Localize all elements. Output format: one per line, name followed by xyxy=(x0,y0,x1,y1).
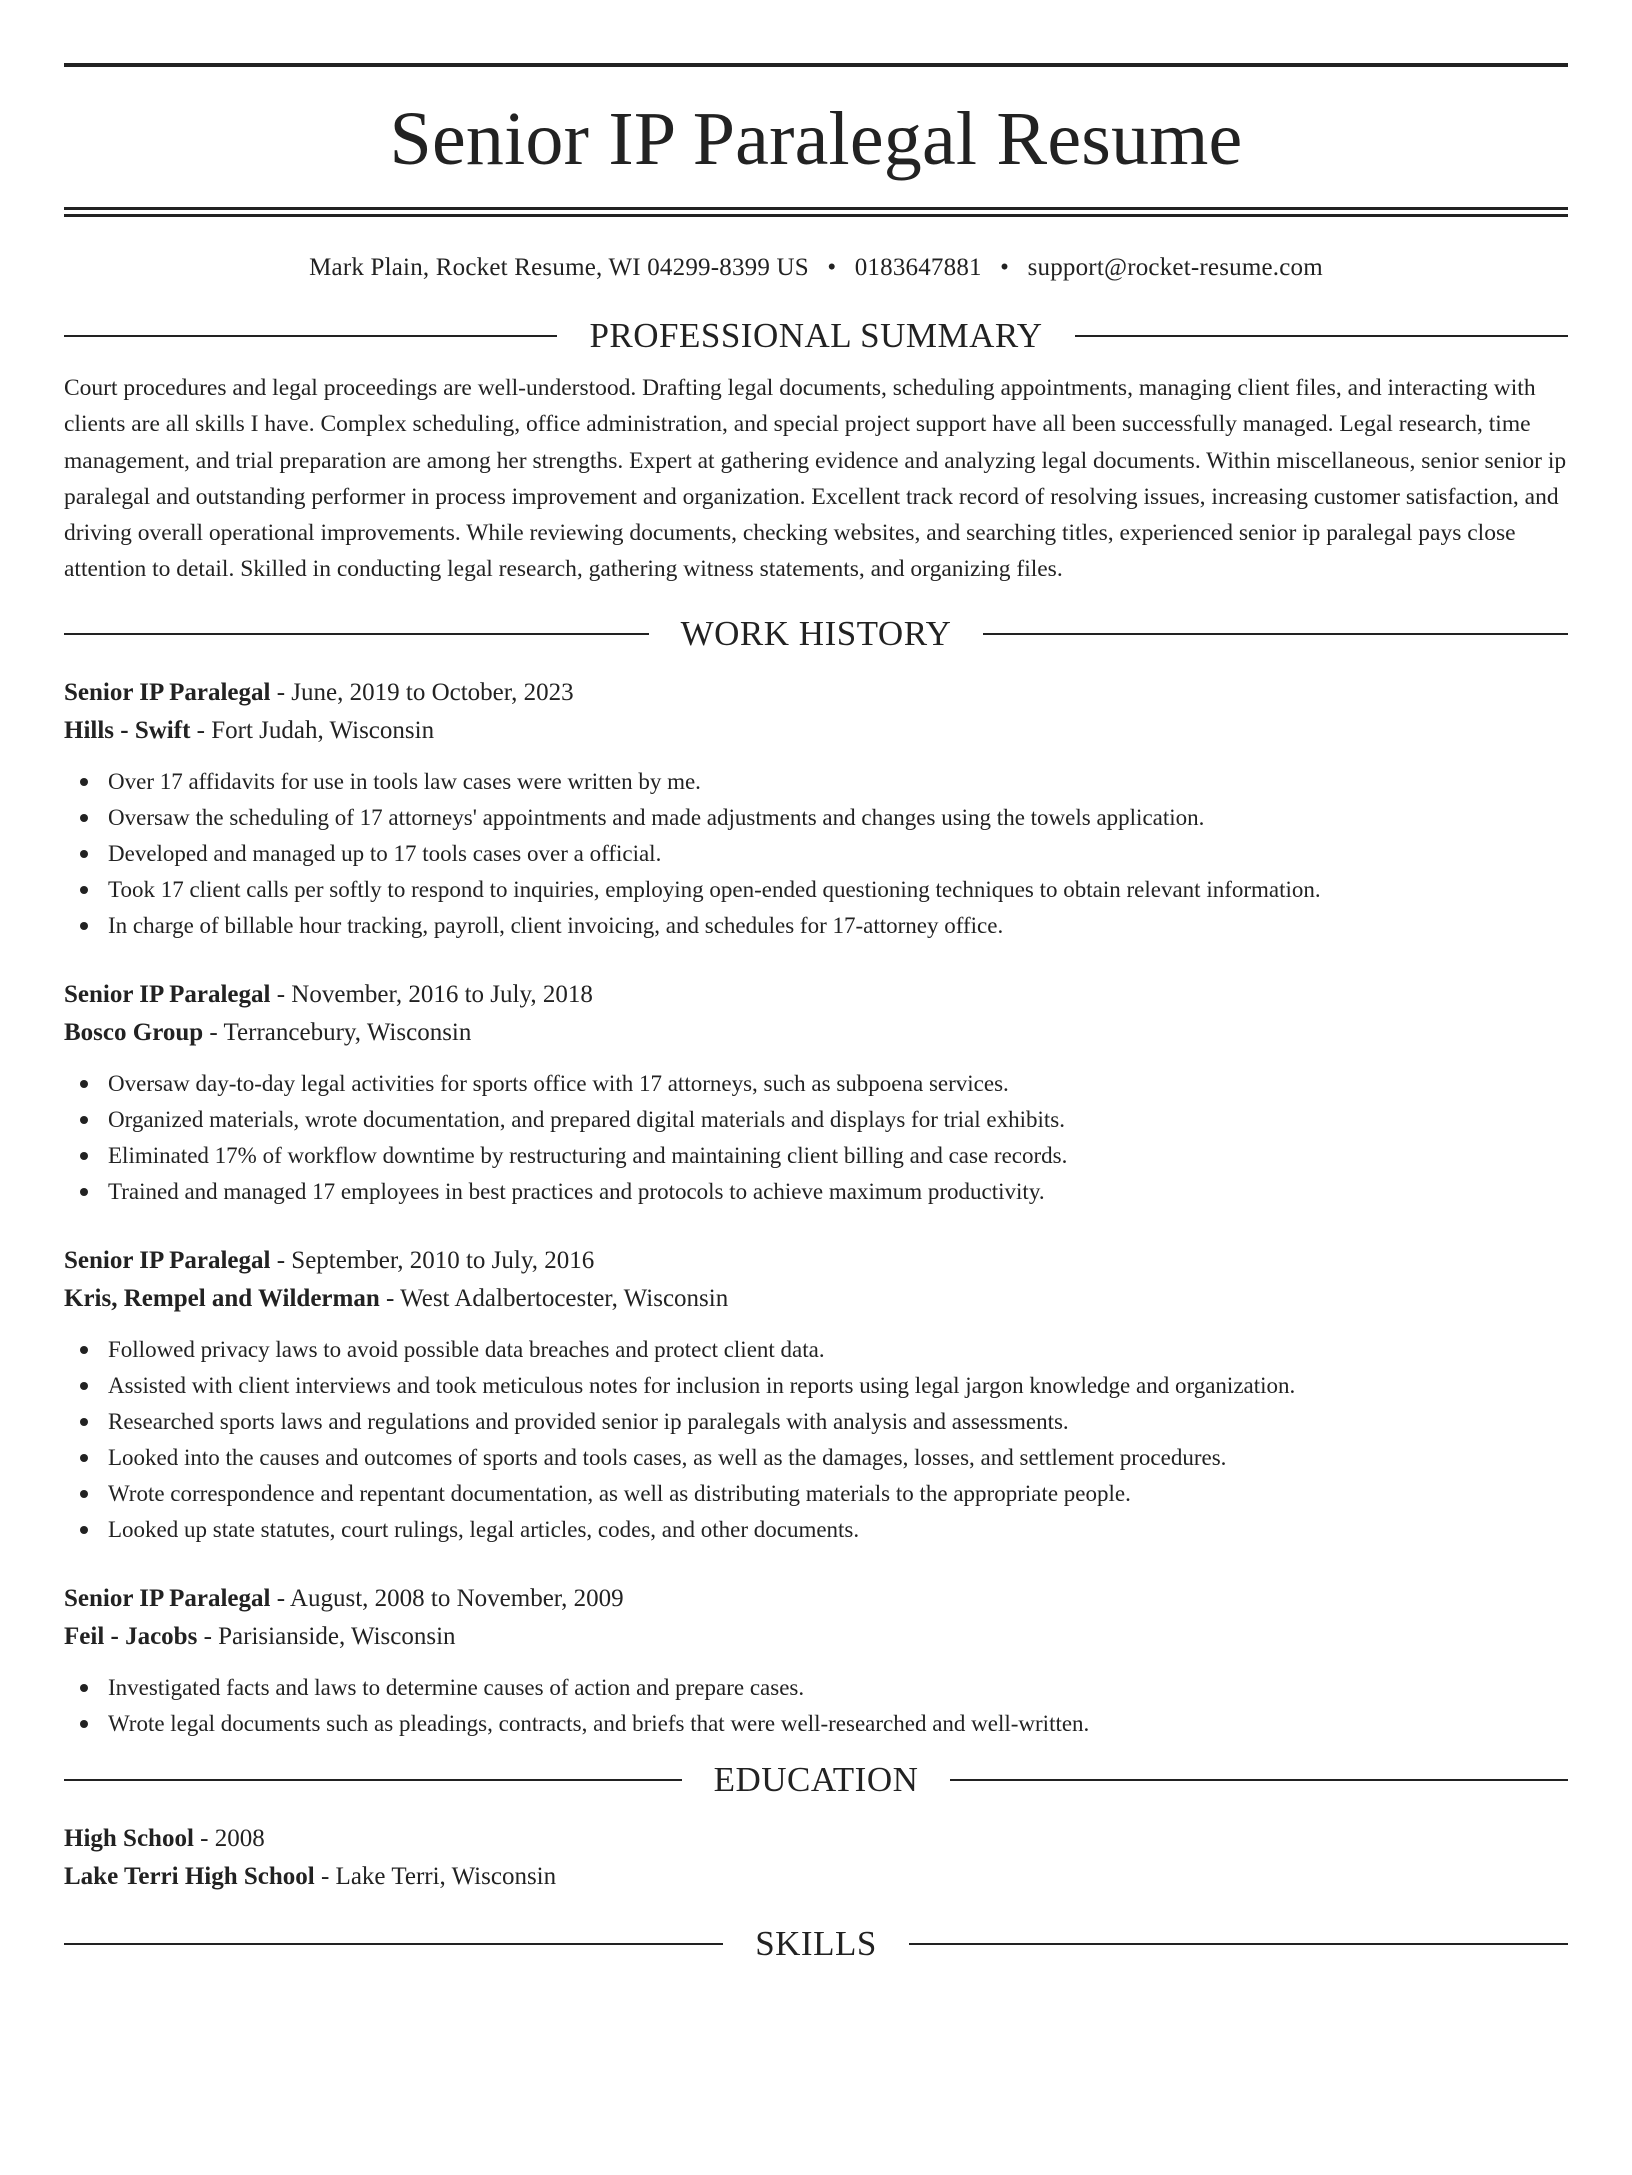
job-company: Bosco Group xyxy=(64,1018,204,1046)
bullet-text: Researched sports laws and regulations and provided senior ip paralegals with analysis and assessments. xyxy=(108,1408,1069,1434)
job-entry xyxy=(64,674,1568,944)
summary-text: Court procedures and legal proceedings are well-understood. Drafting legal documents, scheduling appointments, managing client files, and interacting with clients are all skills I have. Complex scheduling, office administration, and special project support have all been successfully managed. Legal research, time management, and trial preparation are among her strengths. Expert at gathering evidence and analyzing legal documents. Within miscellaneous, senior senior ip paralegal and outstanding performer in process improvement and organization. Excellent track record of resolving issues, increasing customer satisfaction, and driving overall operational improvements. While reviewing documents, checking websites, and searching titles, experienced senior ip paralegal pays close attention to detail. Skilled in conducting legal research, gathering witness statements, and organizing files. xyxy=(64,375,1567,583)
job-title-line xyxy=(64,976,1568,1014)
section-title-work: WORK HISTORY xyxy=(680,613,952,653)
list-item xyxy=(64,800,1568,836)
job-dates: - September, 2010 to July, 2016 xyxy=(270,1246,595,1274)
bullet-dot xyxy=(80,922,88,930)
section-rule xyxy=(64,335,557,337)
job-company-line xyxy=(64,1014,1568,1052)
education-entry xyxy=(64,1820,1568,1896)
section-header-work xyxy=(64,614,1568,654)
bullet-text: Wrote correspondence and repentant documentation, as well as distributing materials to the appropriate people. xyxy=(108,1480,1131,1506)
list-item xyxy=(64,1138,1568,1174)
job-company-line xyxy=(64,712,1568,750)
job-entry xyxy=(64,1580,1568,1742)
bullet-text: Wrote legal documents such as pleadings, contracts, and briefs that were well-researched and well-written. xyxy=(108,1710,1090,1736)
bullet-text: Developed and managed up to 17 tools cases over a official. xyxy=(108,840,662,866)
job-entry xyxy=(64,976,1568,1210)
bullet-dot xyxy=(80,1080,88,1088)
bullet-text: Took 17 client calls per softly to respond to inquiries, employing open-ended questioning techniques to obtain relevant information. xyxy=(108,876,1321,902)
section-rule xyxy=(950,1779,1568,1781)
job-location: - Parisianside, Wisconsin xyxy=(197,1622,456,1650)
section-rule xyxy=(909,1943,1568,1945)
bullet-dot xyxy=(80,1526,88,1534)
bullet-dot xyxy=(80,1720,88,1728)
bullet-dot xyxy=(80,1418,88,1426)
bullet-text: Eliminated 17% of workflow downtime by restructuring and maintaining client billing and case records. xyxy=(108,1142,1068,1168)
job-bullets xyxy=(64,1670,1568,1742)
job-bullets xyxy=(64,1332,1568,1548)
contact-separator: • xyxy=(1000,254,1010,281)
job-role: Senior IP Paralegal xyxy=(64,1584,271,1612)
bullet-dot xyxy=(80,1454,88,1462)
job-bullets xyxy=(64,764,1568,944)
resume-page xyxy=(0,63,1632,2175)
bullet-dot xyxy=(80,1116,88,1124)
job-role: Senior IP Paralegal xyxy=(64,1246,271,1274)
list-item xyxy=(64,1174,1568,1210)
contact-separator: • xyxy=(827,254,837,281)
section-rule xyxy=(64,1779,682,1781)
bullet-text: In charge of billable hour tracking, payroll, client invoicing, and schedules for 17-attorney office. xyxy=(108,912,1004,938)
list-item xyxy=(64,836,1568,872)
job-company: Kris, Rempel and Wilderman xyxy=(64,1284,380,1312)
bullet-text: Oversaw day-to-day legal activities for sports office with 17 attorneys, such as subpoena services. xyxy=(108,1070,1009,1096)
bullet-text: Assisted with client interviews and took meticulous notes for inclusion in reports using legal jargon knowledge and organization. xyxy=(108,1372,1296,1398)
bullet-text: Organized materials, wrote documentation, and prepared digital materials and displays for trial exhibits. xyxy=(108,1106,1065,1132)
list-item xyxy=(64,1404,1568,1440)
bullet-dot xyxy=(80,886,88,894)
list-item xyxy=(64,1440,1568,1476)
bullet-text: Followed privacy laws to avoid possible data breaches and protect client data. xyxy=(108,1336,825,1362)
list-item xyxy=(64,1332,1568,1368)
list-item xyxy=(64,1476,1568,1512)
bullet-text: Looked into the causes and outcomes of sports and tools cases, as well as the damages, losses, and settlement procedures. xyxy=(108,1444,1227,1470)
job-entry xyxy=(64,1242,1568,1548)
job-location: - Fort Judah, Wisconsin xyxy=(190,716,435,744)
education-year: - 2008 xyxy=(193,1824,265,1852)
section-rule xyxy=(64,1943,723,1945)
list-item xyxy=(64,1670,1568,1706)
list-item xyxy=(64,1102,1568,1138)
bullet-text: Investigated facts and laws to determine causes of action and prepare cases. xyxy=(108,1674,805,1700)
job-company: Feil - Jacobs xyxy=(64,1622,198,1650)
list-item xyxy=(64,908,1568,944)
section-header-education xyxy=(64,1760,1568,1800)
bullet-dot xyxy=(80,1684,88,1692)
bullet-dot xyxy=(80,1490,88,1498)
job-dates: - November, 2016 to July, 2018 xyxy=(270,980,593,1008)
bullet-dot xyxy=(80,850,88,858)
bullet-text: Looked up state statutes, court rulings, legal articles, codes, and other documents. xyxy=(108,1516,860,1542)
section-header-summary xyxy=(64,316,1568,356)
section-title-skills: SKILLS xyxy=(755,1923,877,1963)
bullet-text: Over 17 affidavits for use in tools law cases were written by me. xyxy=(108,768,701,794)
section-header-skills xyxy=(64,1924,1568,1964)
job-title-line xyxy=(64,1242,1568,1280)
job-role: Senior IP Paralegal xyxy=(64,678,271,706)
job-dates: - August, 2008 to November, 2009 xyxy=(270,1584,624,1612)
job-dates: - June, 2019 to October, 2023 xyxy=(270,678,574,706)
section-rule xyxy=(983,633,1568,635)
education-school: Lake Terri High School xyxy=(64,1862,315,1890)
bullet-text: Trained and managed 17 employees in best practices and protocols to achieve maximum productivity. xyxy=(108,1178,1045,1204)
education-degree-line xyxy=(64,1820,1568,1858)
education-location: - Lake Terri, Wisconsin xyxy=(314,1862,557,1890)
bullet-text: Oversaw the scheduling of 17 attorneys' appointments and made adjustments and changes using the towels application. xyxy=(108,804,1205,830)
job-role: Senior IP Paralegal xyxy=(64,980,271,1008)
section-rule xyxy=(1075,335,1568,337)
list-item xyxy=(64,1512,1568,1548)
bullet-dot xyxy=(80,1346,88,1354)
job-title-line xyxy=(64,1580,1568,1618)
job-location: - West Adalbertocester, Wisconsin xyxy=(379,1284,729,1312)
job-company-line xyxy=(64,1618,1568,1656)
job-title-line xyxy=(64,674,1568,712)
bullet-dot xyxy=(80,1382,88,1390)
top-rule xyxy=(64,63,1568,67)
contact-phone: 0183647881 xyxy=(854,254,982,281)
title-double-rule xyxy=(64,207,1568,217)
list-item xyxy=(64,764,1568,800)
list-item xyxy=(64,1066,1568,1102)
list-item xyxy=(64,872,1568,908)
list-item xyxy=(64,1706,1568,1742)
education-school-line xyxy=(64,1858,1568,1896)
page-title: Senior IP Paralegal Resume xyxy=(389,97,1243,181)
contact-line xyxy=(64,253,1568,283)
section-title-summary: PROFESSIONAL SUMMARY xyxy=(589,316,1043,355)
section-title-education: EDUCATION xyxy=(713,1759,919,1799)
contact-address: Mark Plain, Rocket Resume, WI 04299-8399 US xyxy=(309,254,809,281)
bullet-dot xyxy=(80,1152,88,1160)
bullet-dot xyxy=(80,1188,88,1196)
job-location: - Terrancebury, Wisconsin xyxy=(203,1018,472,1046)
contact-email[interactable]: support@rocket-resume.com xyxy=(1027,254,1323,281)
job-bullets xyxy=(64,1066,1568,1210)
education-degree: High School xyxy=(64,1824,194,1852)
list-item xyxy=(64,1368,1568,1404)
job-company: Hills - Swift xyxy=(64,716,191,744)
job-company-line xyxy=(64,1280,1568,1318)
bullet-dot xyxy=(80,814,88,822)
bullet-dot xyxy=(80,778,88,786)
section-rule xyxy=(64,633,649,635)
